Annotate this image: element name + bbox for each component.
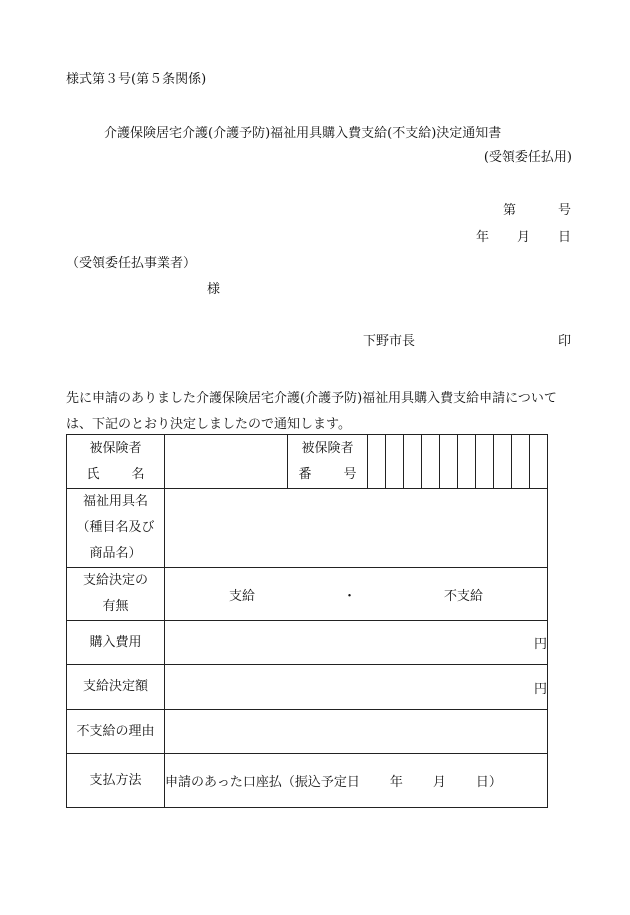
- insured-number-digit-10[interactable]: [530, 435, 548, 489]
- payment-day: 日）: [475, 775, 502, 790]
- table-row: [67, 665, 548, 710]
- form-id: 様式第３号(第５条関係): [66, 72, 207, 87]
- document-subtitle: (受領委任払用): [483, 150, 572, 165]
- decision-separator: ・: [342, 588, 356, 604]
- insured-number-digit-9[interactable]: [512, 435, 530, 489]
- insured-number-label: 被保険者 番 号: [288, 435, 368, 489]
- doc-number-go: 号: [557, 203, 571, 218]
- decision-label: 支給決定の 有無: [67, 568, 165, 621]
- table-row: [67, 754, 548, 808]
- decided-amount-label: 支給決定額: [67, 665, 165, 710]
- honorific: 様: [207, 282, 221, 297]
- decision-pay-option[interactable]: 支給: [229, 588, 256, 604]
- insured-number-digit-4[interactable]: [422, 435, 440, 489]
- table-row: [67, 435, 548, 489]
- insured-name-field[interactable]: [165, 435, 288, 489]
- mayor-name: 下野市長: [363, 334, 416, 349]
- purchase-cost-field[interactable]: [165, 621, 548, 665]
- purchase-cost-label: 購入費用: [67, 621, 165, 665]
- insured-number-digit-8[interactable]: [494, 435, 512, 489]
- insured-number-digit-7[interactable]: [476, 435, 494, 489]
- payment-method-text: 申請のあった口座払（振込予定日: [165, 775, 360, 790]
- table-row: [67, 710, 548, 754]
- table-row: [67, 621, 548, 665]
- payment-method-label: 支払方法: [67, 754, 165, 808]
- doc-number-dai: 第: [503, 203, 517, 218]
- table-row: [67, 568, 548, 621]
- purchase-cost-unit: 円: [533, 637, 547, 652]
- insured-number-digit-1[interactable]: [368, 435, 386, 489]
- decided-amount-field[interactable]: [165, 665, 548, 710]
- decided-amount-unit: 円: [533, 681, 547, 697]
- insured-number-digit-6[interactable]: [458, 435, 476, 489]
- reason-label: 不支給の理由: [67, 710, 165, 754]
- decision-table: [66, 434, 548, 808]
- decision-nopay-option[interactable]: 不支給: [443, 588, 483, 604]
- payment-year: 年: [389, 775, 403, 790]
- equipment-label: 福祉用具名 （種目名及び 商品名）: [67, 489, 165, 568]
- insured-name-label: 被保険者 氏 名: [67, 435, 165, 489]
- recipient-label: （受領委任払事業者）: [66, 256, 197, 271]
- decision-field: [165, 568, 548, 621]
- date-month: 月: [516, 230, 530, 245]
- date-day: 日: [557, 230, 571, 245]
- insured-number-digit-2[interactable]: [386, 435, 404, 489]
- equipment-field[interactable]: [165, 489, 548, 568]
- insured-number-digit-3[interactable]: [404, 435, 422, 489]
- table-row: [67, 489, 548, 568]
- seal-mark: 印: [558, 334, 572, 349]
- reason-field[interactable]: [165, 710, 548, 754]
- intro-paragraph: 先に申請のありました介護保険居宅介護(介護予防)福祉用具購入費支給申請については、下記のとおり決定しましたので通知します。: [66, 391, 557, 432]
- date-year: 年: [476, 230, 490, 245]
- insured-number-digit-5[interactable]: [440, 435, 458, 489]
- document-title: 介護保険居宅介護(介護予防)福祉用具購入費支給(不支給)決定通知書: [104, 126, 502, 141]
- document-number: [503, 203, 571, 219]
- payment-method-field: [165, 754, 548, 808]
- issue-date: [476, 230, 571, 246]
- payment-month: 月: [432, 775, 446, 790]
